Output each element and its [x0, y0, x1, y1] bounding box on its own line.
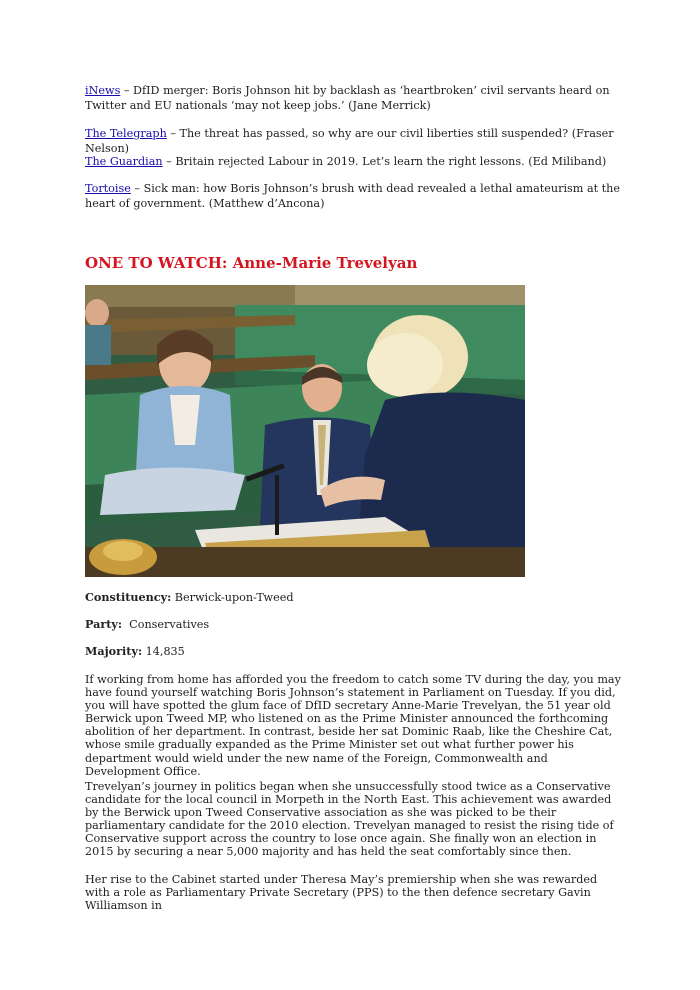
majority-field — [85, 644, 185, 659]
news-item — [85, 126, 620, 156]
news-headline: – The threat has passed, so why are our civil liberties still suspended? (Fraser Nelson) — [85, 127, 614, 155]
parliament-photo — [85, 285, 525, 577]
section-heading: ONE TO WATCH: Anne-Marie Trevelyan — [85, 254, 418, 272]
constituency-label: Constituency: — [85, 590, 172, 604]
constituency-field — [85, 590, 293, 605]
party-value: Conservatives — [122, 618, 210, 631]
news-source-link[interactable]: The Guardian — [85, 155, 163, 168]
news-headline: – Sick man: how Boris Johnson’s brush with dead revealed a lethal amateurism at the heart of government. (Matthew d’Ancona) — [85, 182, 621, 210]
majority-value: 14,835 — [142, 645, 185, 658]
party-field — [85, 617, 209, 632]
news-headline: – DfID merger: Boris Johnson hit by backlash as ‘heartbroken’ civil servants heard on Twitter and EU nationals ‘may not keep jobs.’ (Jane Merrick) — [85, 84, 610, 112]
body-paragraph: If working from home has afforded you the freedom to catch some TV during the day, you may have found yourself watching Boris Johnson’s statement in Parliament on Tuesday. If you did, you will have spotted the glum face of DfID secretary Anne-Marie Trevelyan, the 51 year old Berwick upon Tweed MP, who listened on as the Prime Minister announced the forthcoming abolition of her department. In contrast, beside her sat Dominic Raab, like the Cheshire Cat, whose smile gradually expanded as the Prime Minister set out what further power his department would wield under the new name of the Foreign, Commonwealth and Development Office. — [85, 673, 621, 778]
majority-label: Majority: — [85, 644, 143, 658]
body-paragraph: Trevelyan’s journey in politics began when she unsuccessfully stood twice as a Conservative candidate for the local council in Morpeth in the North East. This achievement was awarded by the Berwick upon Tweed Conservative association as she was picked to be their parliamentary candidate for the 2010 election. Trevelyan managed to resist the rising tide of Conservative support across the country to lose once again. She finally won an election in 2015 by securing a near 5,000 majority and has held the seat comfortably since then. — [85, 780, 614, 859]
constituency-value: Berwick-upon-Tweed — [171, 591, 294, 604]
news-item — [85, 154, 620, 169]
body-paragraph: Her rise to the Cabinet started under Theresa May’s premiership when she was rewarded with a role as Parliamentary Private Secretary (PPS) to the then defence secretary Gavin Williamson in — [85, 873, 598, 913]
news-item — [85, 181, 620, 211]
news-source-link[interactable]: Tortoise — [85, 182, 131, 195]
party-label: Party: — [85, 617, 123, 631]
news-source-link[interactable]: The Telegraph — [85, 127, 167, 140]
news-source-link[interactable]: iNews — [85, 84, 121, 97]
news-item — [85, 83, 620, 113]
news-headline: – Britain rejected Labour in 2019. Let’s learn the right lessons. (Ed Miliband) — [162, 155, 607, 168]
